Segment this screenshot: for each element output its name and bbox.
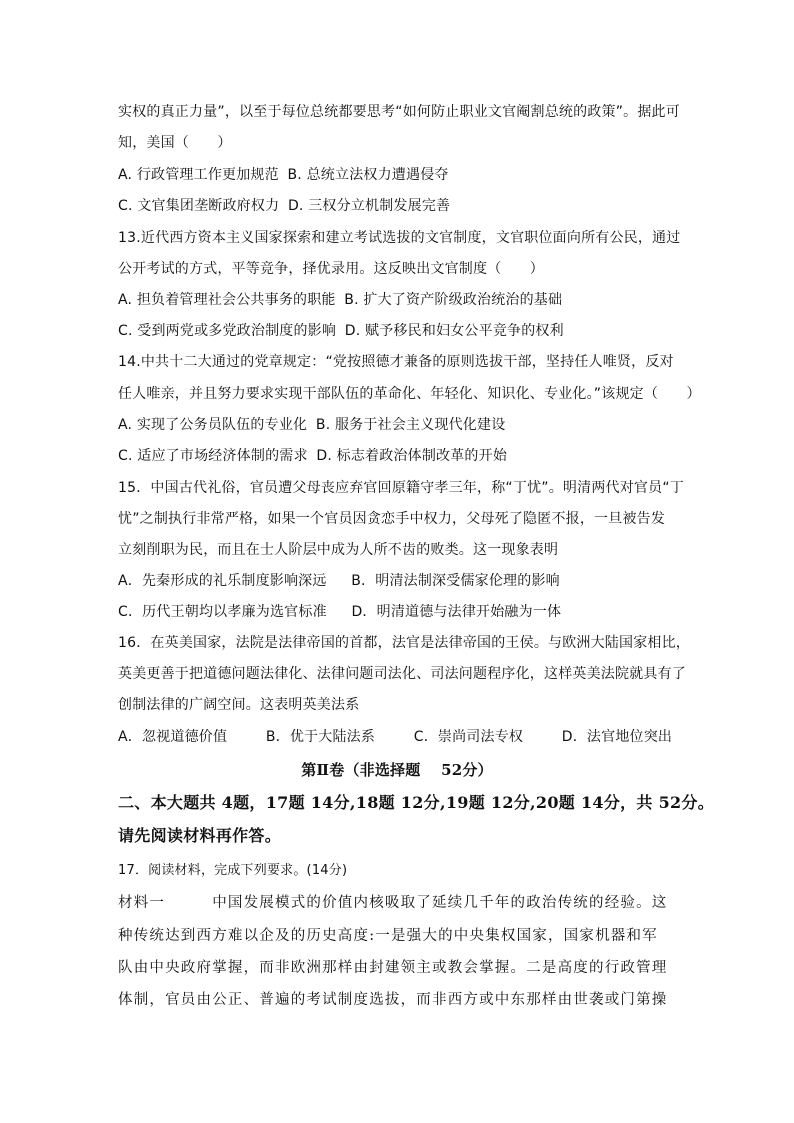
q15-option-d[interactable]: D．明清道德与法律开始融为一体 [351, 604, 562, 620]
q16-option-b[interactable]: B．优于大陆法系 [265, 729, 376, 745]
q12-stem-line-1: 实权的真正力量”，以至于每位总统都要思考“如何防止职业文官阉割总统的政策”。据此可 [118, 104, 680, 120]
q12-option-a[interactable]: A. 行政管理工作更加规范 [118, 167, 279, 183]
q16-stem-line-2: 英美更善于把道德问题法律化、法律问题司法化、司法问题程序化，这样英美法院就具有了 [118, 666, 686, 682]
q14-option-a[interactable]: A. 实现了公务员队伍的专业化 [118, 417, 308, 433]
q15-option-b[interactable]: B．明清法制深受儒家伦理的影响 [351, 573, 560, 589]
q17-material-1-line-3: 队由中央政府掌握，而非欧洲那样由封建领主或教会掌握。二是高度的行政管理 [118, 960, 668, 976]
q13-options-row-2 [118, 321, 564, 341]
q17-stem: 17．阅读材料，完成下列要求。(14分) [118, 863, 348, 878]
q13-option-b[interactable]: B. 扩大了资产阶级政治统治的基础 [344, 292, 563, 308]
part-2-title: 第Ⅱ卷（非选择题 52分） [301, 761, 493, 779]
q14-options-row-2 [118, 446, 507, 466]
part-2-intro-line-2: 请先阅读材料再作答。 [118, 826, 282, 845]
q14-stem-line-1: 14.中共十二大通过的党章规定：“党按照德才兼备的原则选拔干部，坚持任人唯贤，反对 [118, 354, 674, 370]
q15-option-a[interactable]: A．先秦形成的礼乐制度影响深远 [118, 573, 327, 589]
q13-option-c[interactable]: C. 受到两党或多党政治制度的影响 [118, 323, 337, 339]
q17-material-1-line-1: 材料一 中国发展模式的价值内核吸取了延续几千年的政治传统的经验。这 [118, 895, 668, 911]
q15-stem-line-1: 15．中国古代礼俗，官员遭父母丧应弃官回原籍守孝三年，称“丁忧”。明清两代对官员“丁 [118, 480, 684, 496]
q12-option-d[interactable]: D. 三权分立机制发展完善 [287, 198, 451, 214]
q13-stem-line-2: 公开考试的方式，平等竞争，择优录用。这反映出文官制度（ ） [118, 261, 544, 277]
q14-option-d[interactable]: D. 标志着政治体制改革的开始 [316, 448, 508, 464]
q12-options-row-1 [118, 165, 449, 185]
q15-option-c[interactable]: C．历代王朝均以孝廉为选官标准 [118, 604, 327, 620]
q16-options-row [118, 727, 672, 747]
q16-stem-line-3: 创制法律的广阔空间。这表明英美法系 [118, 697, 360, 713]
q14-option-c[interactable]: C. 适应了市场经济体制的需求 [118, 448, 308, 464]
q12-stem-line-2: 知，美国（ ） [118, 135, 232, 151]
q16-option-d[interactable]: D．法官地位突出 [561, 729, 673, 745]
part-2-intro-line-1: 二、本大题共 4题，17题 14分,18题 12分,19题 12分,20题 14分，共 52分。 [118, 793, 715, 812]
q13-option-a[interactable]: A. 担负着管理社会公共事务的职能 [118, 292, 336, 308]
q12-option-c[interactable]: C. 文官集团垄断政府权力 [118, 198, 280, 214]
q13-option-d[interactable]: D. 赋予移民和妇女公平竞争的权利 [344, 323, 564, 339]
q13-options-row-1 [118, 290, 562, 310]
q13-stem-line-1: 13.近代西方资本主义国家探索和建立考试选拔的文官制度，文官职位面向所有公民，通过 [118, 230, 681, 246]
q17-material-1-line-4: 体制，官员由公正、普遍的考试制度选拔，而非西方或中东那样由世袭或门第操 [118, 992, 668, 1008]
q15-options-row-1 [118, 571, 560, 591]
q15-stem-line-2: 忧”之制执行非常严格，如果一个官员因贪恋手中权力，父母死了隐匿不报，一旦被告发 [118, 511, 666, 527]
q16-option-c[interactable]: C．崇尚司法专权 [413, 729, 524, 745]
q12-option-b[interactable]: B. 总统立法权力遭遇侵夺 [287, 167, 449, 183]
q14-options-row-1 [118, 415, 505, 435]
q16-option-a[interactable]: A．忽视道德价值 [118, 729, 228, 745]
q15-stem-line-3: 立刻削职为民，而且在士人阶层中成为人所不齿的败类。这一现象表明 [118, 542, 559, 558]
q16-stem-line-1: 16．在英美国家，法院是法律帝国的首都，法官是法律帝国的王侯。与欧洲大陆国家相比， [118, 635, 691, 651]
q15-options-row-2 [118, 602, 561, 622]
q14-option-b[interactable]: B. 服务于社会主义现代化建设 [315, 417, 506, 433]
q12-options-row-2 [118, 196, 450, 216]
q14-stem-line-2: 任人唯亲，并且努力要求实现干部队伍的革命化、年轻化、知识化、专业化。”该规定（ ） [118, 386, 701, 402]
q17-material-1-line-2: 种传统达到西方难以企及的历史高度:一是强大的中央集权国家，国家机器和军 [118, 928, 658, 944]
